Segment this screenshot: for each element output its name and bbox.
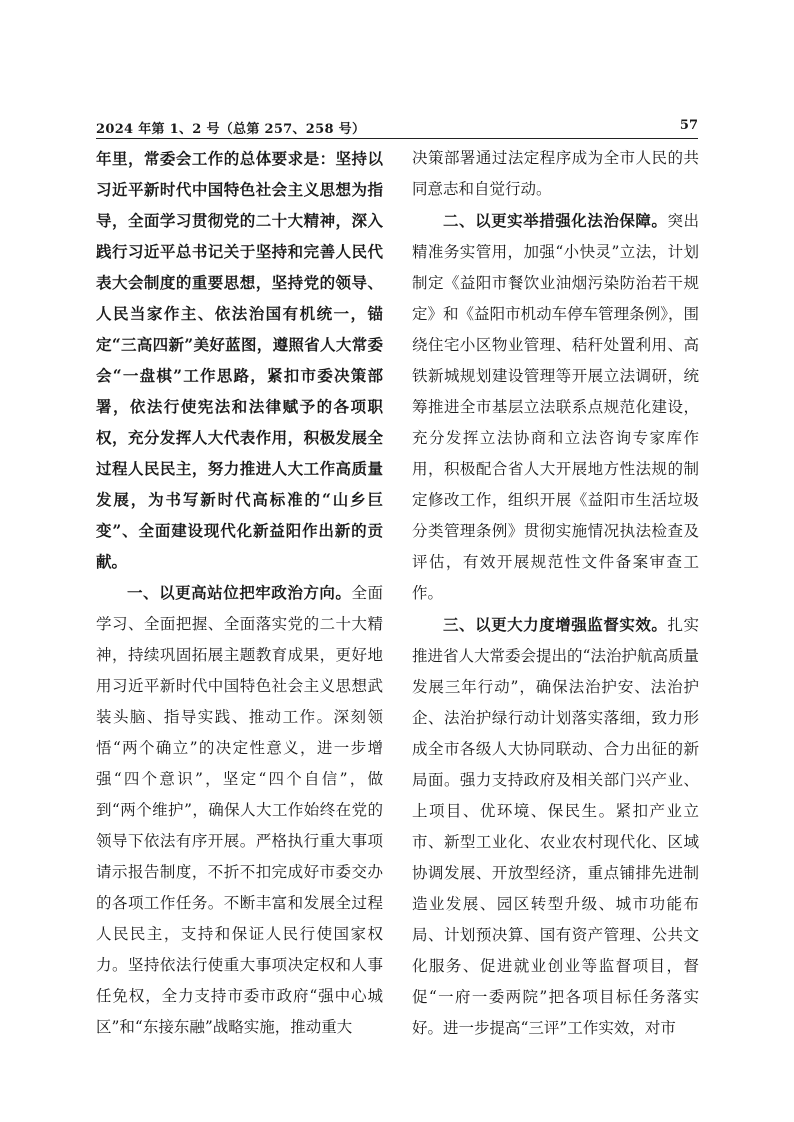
paragraph-section-3 bbox=[412, 609, 699, 1044]
paragraph-continued: 决策部署通过法定程序成为全市人民的共同意志和自觉行动。 bbox=[412, 149, 699, 198]
section-3-heading: 三、以更大力度增强监督实效。 bbox=[443, 615, 668, 634]
section-1-heading: 一、以更高站位把牢政治方向。 bbox=[127, 583, 352, 602]
right-column bbox=[412, 143, 699, 1044]
section-3-body: 扎实推进省人大常委会提出的“法治护航高质量发展三年行动”，确保法治护安、法治护企、法治护绿行动计划落实落细，致力形成全市各级人大协同联动、合力出征的新局面。强力支持政府及相关部门兴产业、上项目、优环境、保民生。紧扣产业立市、新型工业化、农业农村现代化、区域协调发展、开放型经济，重点铺排先进制造业发展、园区转型升级、城市功能布局、计划预决算、国有资产管理、公共文化服务、促进就业创业等监督项目，督促“一府一委两院”把各项目标任务落实好。进一步提高“三评”工作实效，对市 bbox=[412, 616, 699, 1037]
paragraph-section-2 bbox=[412, 205, 699, 609]
issue-label: 2024 年第 1、2 号（总第 257、258 号） bbox=[96, 122, 366, 137]
paragraph-intro: 年里，常委会工作的总体要求是：坚持以习近平新时代中国特色社会主义思想为指导，全面学习贯彻党的二十大精神，深入践行习近平总书记关于坚持和完善人民代表大会制度的重要思想，坚持党的领导、人民当家作主、依法治国有机统一，锚定“三高四新”美好蓝图，遵照省人大常委会“一盘棋”工作思路，紧扣市委决策部署，依法行使宪法和法律赋予的各项职权，充分发挥人大代表作用，积极发展全过程人民民主，努力推进人大工作高质量发展，为书写新时代高标准的“山乡巨变”、全面建设现代化新益阳作出新的贡献。 bbox=[96, 149, 383, 571]
left-column bbox=[96, 143, 383, 1043]
section-1-body: 全面学习、全面把握、全面落实党的二十大精神，持续巩固拓展主题教育成果，更好地用习近平新时代中国特色社会主义思想武装头脑、指导实践、推动工作。深刻领悟“两个确立”的决定性意义，进一步增强“四个意识”，坚定“四个自信”，做到“两个维护”，确保人大工作始终在党的领导下依法有序开展。严格执行重大事项请示报告制度，不折不扣完成好市委交办的各项工作任务。不断丰富和发展全过程人民民主，支持和保证人民行使国家权力。坚持依法行使重大事项决定权和人事任免权，全力支持市委市政府“强中心城区”和“东接东融”战略实施，推动重大 bbox=[96, 584, 383, 1036]
page-number: 57 bbox=[679, 118, 698, 133]
section-2-heading: 二、以更实举措强化法治保障。 bbox=[443, 211, 668, 230]
running-header bbox=[96, 116, 698, 139]
paragraph-section-1 bbox=[96, 577, 383, 1043]
section-2-body: 突出精准务实管用，加强“小快灵”立法，计划制定《益阳市餐饮业油烟污染防治若干规定》和《益阳市机动车停车管理条例》，围绕住宅小区物业管理、秸秆处置利用、高铁新城规划建设管理等开展立法调研，统筹推进全市基层立法联系点规范化建设，充分发挥立法协商和立法咨询专家库作用，积极配合省人大开展地方性法规的制定修改工作，组织开展《益阳市生活垃圾分类管理条例》贯彻实施情况执法检查及评估，有效开展规范性文件备案审查工作。 bbox=[412, 212, 699, 602]
